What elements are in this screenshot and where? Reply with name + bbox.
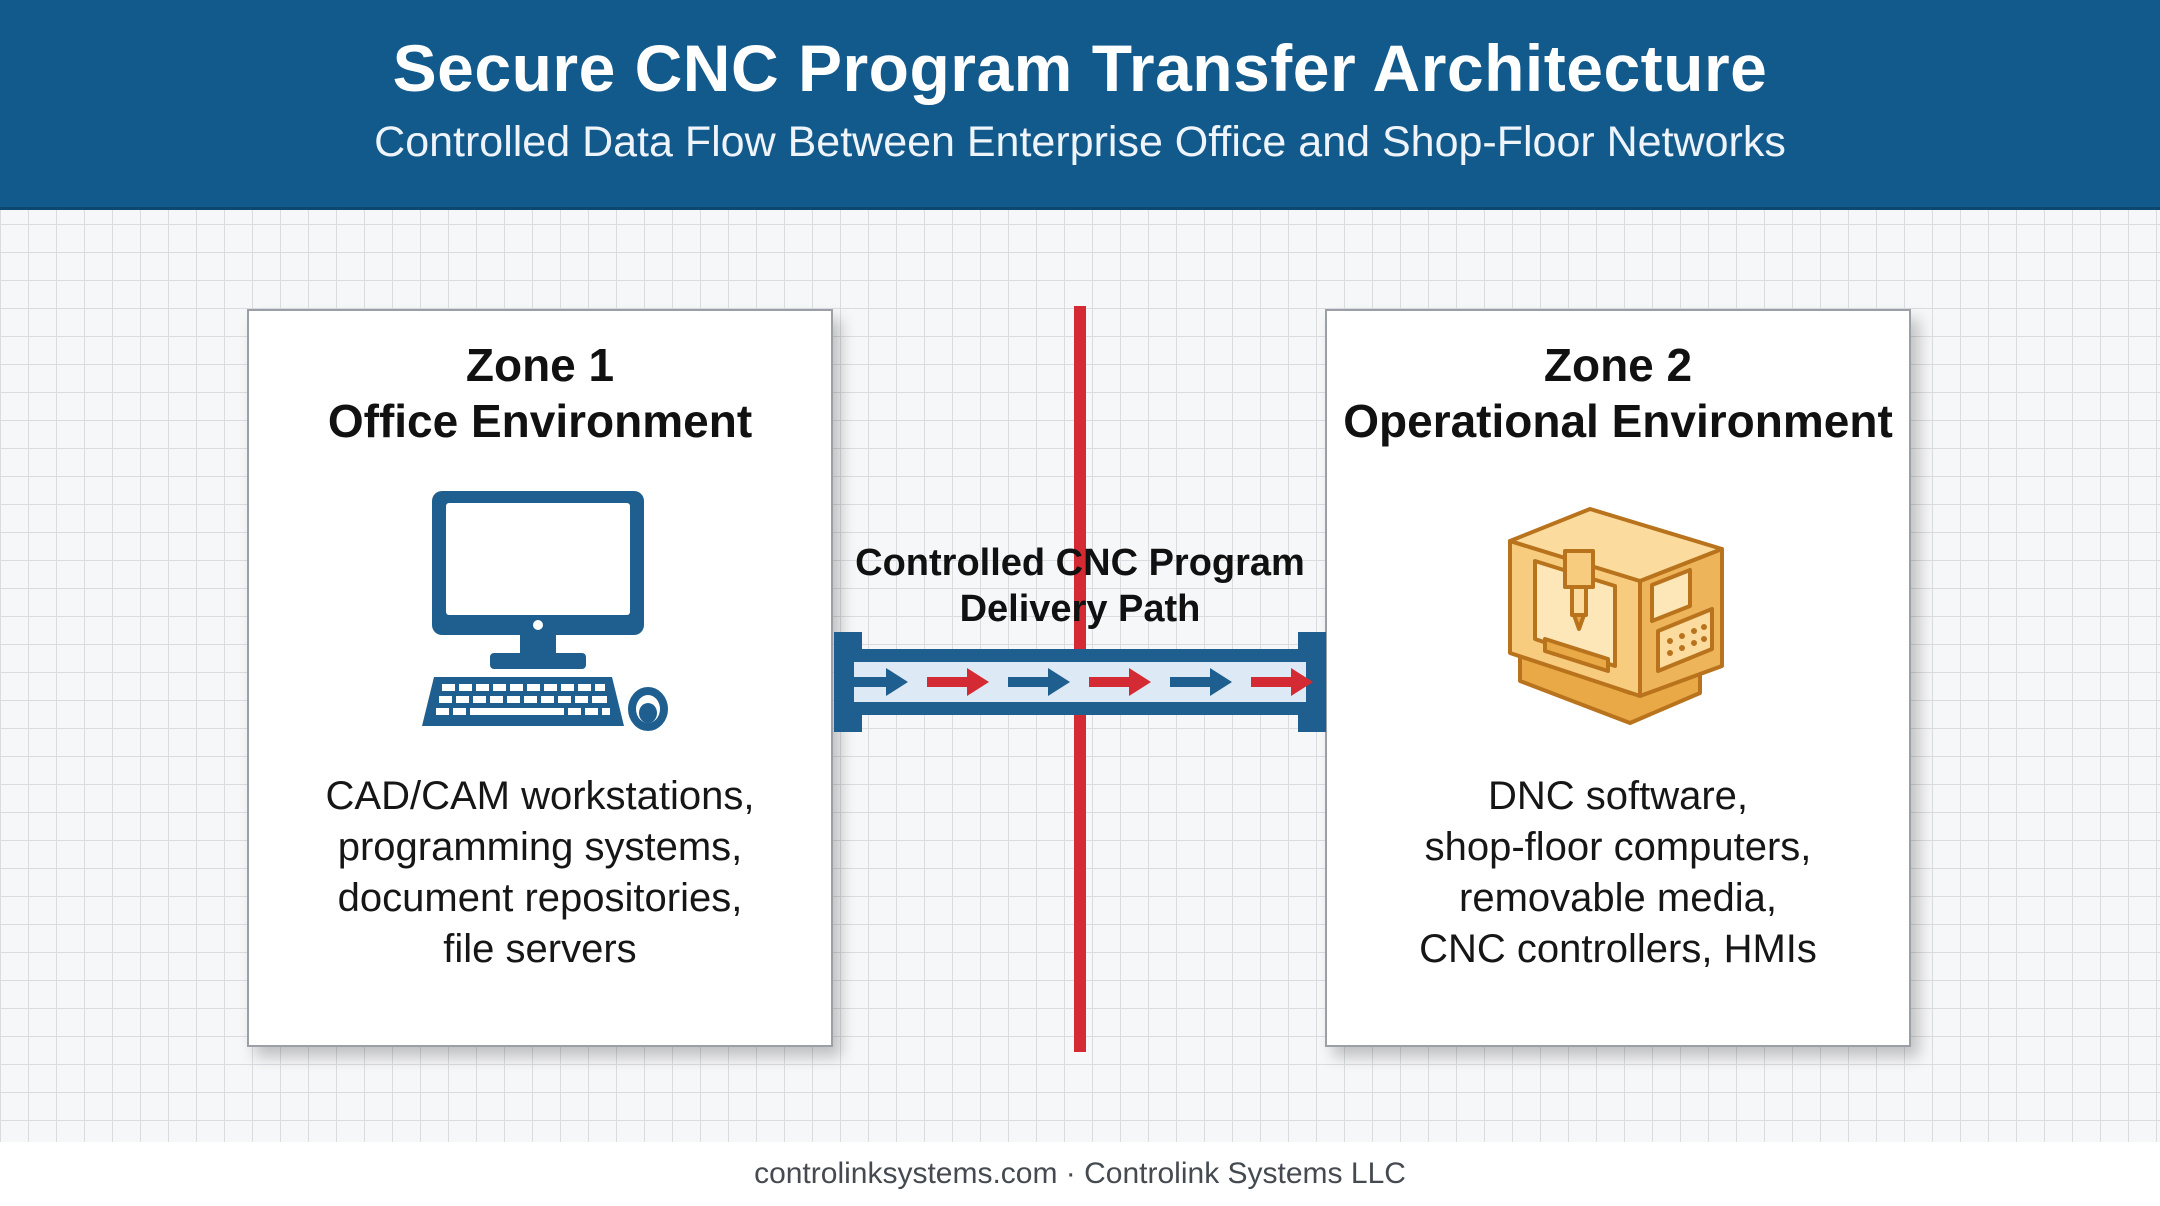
zone1-title: Zone 1 — [465, 339, 615, 391]
zone2-title: Zone 2 — [1543, 339, 1693, 391]
zone1-description — [249, 771, 831, 975]
zone2-operational-card — [1325, 309, 1911, 1047]
footer-credit: controlinksystems.com · Controlink Systems LLC — [0, 1142, 2160, 1206]
zone1-subtitle: Office Environment — [327, 395, 753, 447]
header-banner — [0, 0, 2160, 210]
zone2-desc-line: CNC controllers, HMIs — [1419, 927, 1817, 971]
zone2-desc-line: shop-floor computers, — [1424, 825, 1812, 869]
zone1-office-card — [247, 309, 833, 1047]
zone2-desc-line: DNC software, — [1487, 774, 1749, 818]
zone1-desc-line: CAD/CAM workstations, — [325, 774, 755, 818]
zone1-desc-line: document repositories, — [337, 876, 743, 920]
zone1-desc-line: file servers — [443, 927, 637, 971]
zone1-desc-line: programming systems, — [337, 825, 743, 869]
pipe-channel — [854, 662, 1306, 702]
zone2-description — [1327, 771, 1909, 975]
cnc-machine-icon — [1490, 481, 1750, 741]
delivery-pipe — [834, 632, 1326, 732]
page-subtitle: Controlled Data Flow Between Enterprise Office and Shop-Floor Networks — [374, 118, 1786, 166]
zone2-desc-line: removable media, — [1459, 876, 1777, 920]
delivery-path-label: Controlled CNC Program — [855, 542, 1305, 584]
delivery-path-label-line2: Delivery Path — [959, 588, 1201, 630]
page-title: Secure CNC Program Transfer Architecture — [392, 31, 1768, 105]
zone2-subtitle: Operational Environment — [1343, 395, 1893, 447]
desktop-computer-icon — [412, 481, 672, 741]
